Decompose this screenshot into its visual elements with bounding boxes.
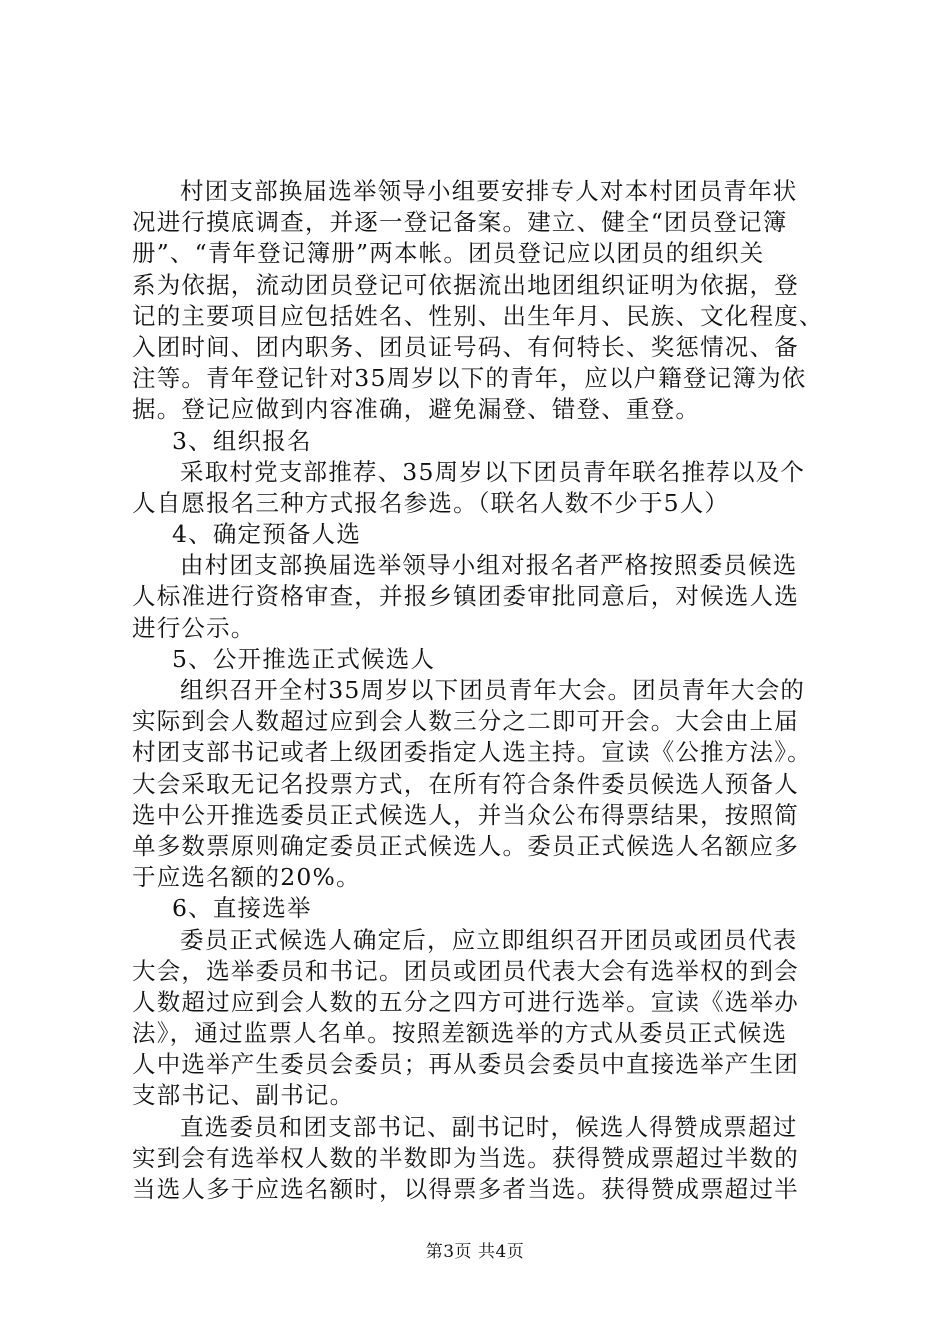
- paragraph-line: 大会采取无记名投票方式，在所有符合条件委员候选人预备人: [132, 769, 799, 798]
- section-heading: 4、确定预备人选: [172, 520, 362, 549]
- paragraph-line: 况进行摸底调查，并逐一登记备案。建立、健全“团员登记簿: [132, 208, 788, 237]
- paragraph-line: 选中公开推选委员正式候选人，并当众公布得票结果，按照简: [132, 800, 799, 829]
- paragraph-line: 进行公示。: [132, 613, 256, 642]
- paragraph-line: 村团支部换届选举领导小组要安排专人对本村团员青年状: [180, 177, 798, 205]
- paragraph-line: 村团支部书记或者上级团委指定人选主持。宣读《公推方法》。: [132, 738, 812, 767]
- page-number-footer: 第3页 共4页: [425, 1242, 525, 1262]
- paragraph-line: 单多数票原则确定委员正式候选人。委员正式候选人名额应多: [132, 831, 799, 860]
- paragraph-line: 当选人多于应选名额时，以得票多者当选。获得赞成票超过半: [132, 1175, 799, 1203]
- paragraph-line: 于应选名额的20%。: [132, 863, 361, 892]
- paragraph-line: 直选委员和团支部书记、副书记时，候选人得赞成票超过: [180, 1112, 798, 1141]
- paragraph-line: 据。登记应做到内容准确，避免漏登、错登、重登。: [132, 395, 701, 424]
- paragraph-line: 入团时间、团内职务、团员证号码、有何特长、奖惩情况、备: [132, 332, 799, 361]
- document-body: [132, 176, 832, 1205]
- paragraph-line: 人数超过应到会人数的五分之四方可进行选举。宣读《选举办: [132, 987, 799, 1016]
- paragraph-line: 委员正式候选人确定后，应立即组织召开团员或团员代表: [180, 925, 798, 954]
- paragraph-line: 系为依据，流动团员登记可依据流出地团组织证明为依据，登: [132, 270, 799, 299]
- paragraph-line: 注等。青年登记针对35周岁以下的青年，应以户籍登记簿为依: [132, 364, 807, 393]
- paragraph-line: 人自愿报名三种方式报名参选。（联名人数不少于5人）: [132, 488, 730, 517]
- paragraph-line: 支部书记、副书记。: [132, 1081, 355, 1110]
- paragraph-line: 记的主要项目应包括姓名、性别、出生年月、民族、文化程度、: [132, 301, 824, 330]
- paragraph-line: 组织召开全村35周岁以下团员青年大会。团员青年大会的: [180, 676, 806, 704]
- paragraph-line: 法》，通过监票人名单。按照差额选举的方式从委员正式候选: [132, 1019, 788, 1048]
- section-heading: 5、公开推选正式候选人: [172, 644, 436, 673]
- paragraph-line: 采取村党支部推荐、35周岁以下团员青年联名推荐以及个: [180, 457, 806, 486]
- section-heading: 3、组织报名: [172, 426, 312, 455]
- paragraph-line: 人中选举产生委员会委员；再从委员会委员中直接选举产生团: [132, 1050, 799, 1079]
- section-heading: 6、直接选举: [172, 894, 312, 923]
- paragraph-line: 由村团支部换届选举领导小组对报名者严格按照委员候选: [180, 551, 798, 580]
- paragraph-line: 实际到会人数超过应到会人数三分之二即可开会。大会由上届: [132, 707, 799, 736]
- paragraph-line: 人标准进行资格审查，并报乡镇团委审批同意后，对候选人选: [132, 582, 799, 611]
- paragraph-line: 大会，选举委员和书记。团员或团员代表大会有选举权的到会: [132, 956, 799, 985]
- paragraph-line: 实到会有选举权人数的半数即为当选。获得赞成票超过半数的: [132, 1143, 799, 1172]
- paragraph-line: 册”、“青年登记簿册”两本帐。团员登记应以团员的组织关: [132, 239, 765, 268]
